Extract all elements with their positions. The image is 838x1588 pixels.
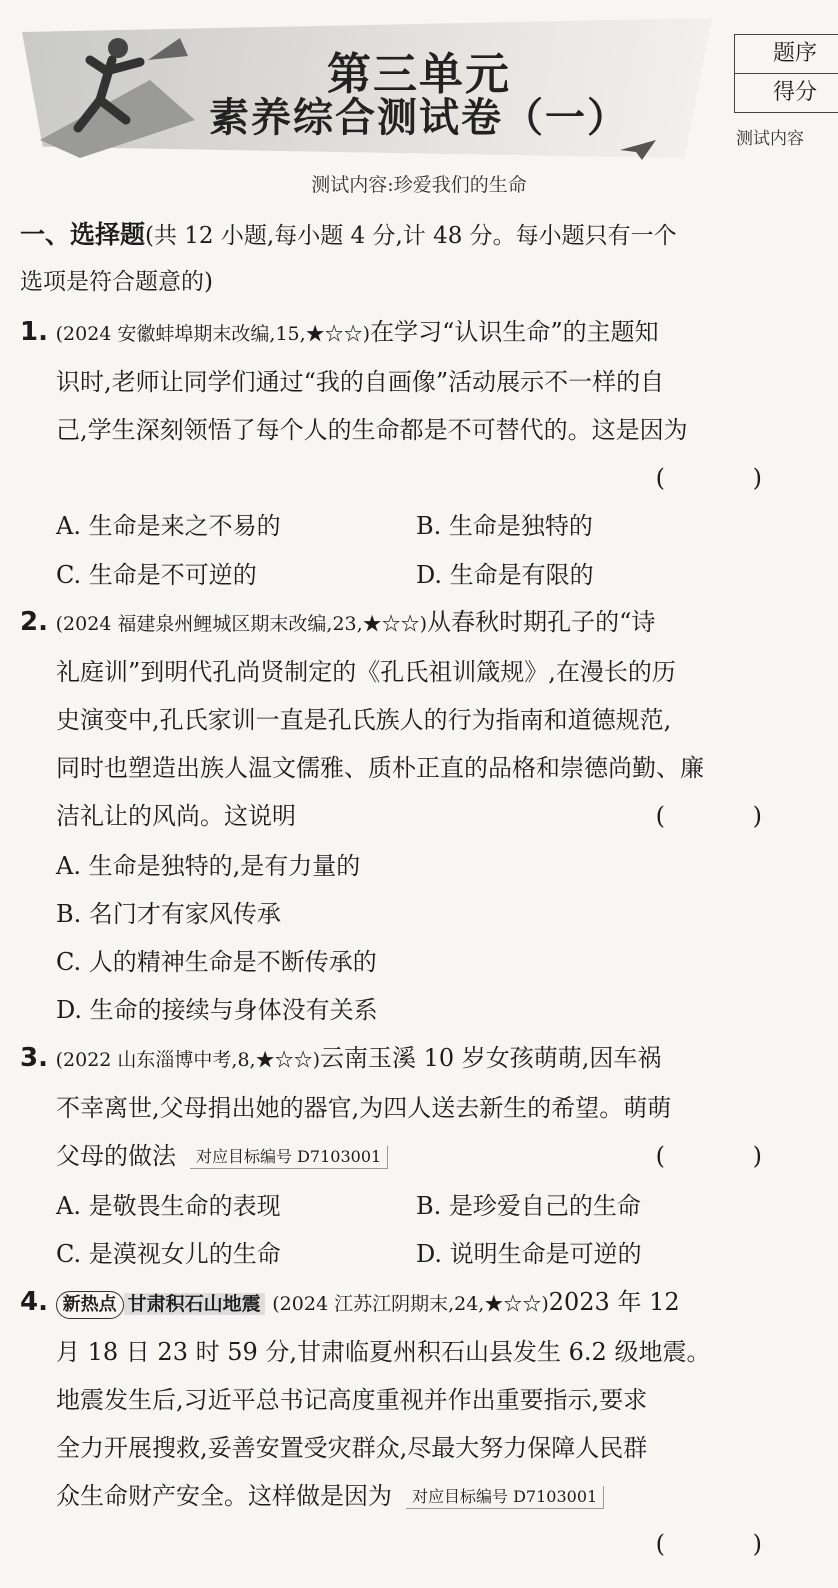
section-instructions-1: (共 12 小题,每小题 4 分,计 48 分。每小题只有一个 — [145, 223, 677, 249]
option-c: C. 人的精神生命是不断传承的 — [56, 948, 377, 976]
question-1 — [20, 308, 820, 502]
score-table — [734, 34, 838, 113]
option-b: B. 名门才有家风传承 — [56, 900, 281, 928]
option-b: B. 是珍爱自己的生命 — [416, 1192, 641, 1220]
question-text: 众生命财产安全。这样做是因为 — [56, 1482, 392, 1510]
question-text: 月 18 日 23 时 59 分,甘肃临夏州积石山县发生 6.2 级地震。 — [56, 1338, 711, 1366]
question-number: 4. — [20, 1287, 48, 1317]
question-text: 父母的做法 — [56, 1142, 176, 1170]
question-3 — [20, 1034, 820, 1180]
section-instructions-2: 选项是符合题意的) — [20, 269, 213, 295]
section-title: 一、选择题 — [20, 220, 146, 249]
score-table-row-score: 得分 — [735, 73, 838, 112]
option-c: C. 生命是不可逆的 — [56, 561, 257, 589]
option-d: D. 生命是有限的 — [416, 561, 594, 589]
question-text: 云南玉溪 10 岁女孩萌萌,因车祸 — [320, 1044, 662, 1072]
hot-topic-badge: 新热点 — [56, 1291, 124, 1319]
answer-blank: ( ) — [655, 464, 802, 492]
hot-topic-label: 甘肃积石山地震 — [124, 1293, 265, 1315]
side-content-label: 测试内容 — [736, 129, 804, 149]
target-code-tag: 对应目标编号 D7103001 — [406, 1486, 604, 1509]
question-source: (2024 安徽蚌埠期末改编,15,★☆☆) — [55, 323, 371, 345]
question-source: (2024 福建泉州鲤城区期末改编,23,★☆☆) — [55, 613, 428, 635]
option-a: A. 生命是来之不易的 — [56, 512, 281, 540]
question-number: 2. — [20, 607, 48, 637]
question-text: 2023 年 12 — [548, 1288, 680, 1316]
target-code-tag: 对应目标编号 D7103001 — [190, 1146, 388, 1169]
question-text: 史演变中,孔氏家训一直是孔氏族人的行为指南和道德规范, — [56, 706, 672, 734]
answer-blank: ( ) — [655, 1530, 802, 1558]
question-text: 识时,老师让同学们通过“我的自画像”活动展示不一样的自 — [56, 368, 665, 396]
option-a: A. 是敬畏生命的表现 — [56, 1192, 281, 1220]
question-source: (2024 江苏江阴期末,24,★☆☆) — [272, 1293, 549, 1315]
question-2 — [20, 598, 820, 840]
title-line-1: 第三单元 — [327, 49, 511, 100]
question-text: 礼庭训”到明代孔尚贤制定的《孔氏祖训箴规》,在漫长的历 — [56, 658, 676, 686]
title-line-2: 素养综合测试卷（一） — [209, 95, 629, 141]
question-number: 3. — [20, 1043, 48, 1073]
question-text: 从春秋时期孔子的“诗 — [427, 608, 656, 636]
option-d: D. 生命的接续与身体没有关系 — [56, 996, 378, 1024]
option-a: A. 生命是独特的,是有力量的 — [56, 852, 361, 880]
option-d: D. 说明生命是可逆的 — [416, 1240, 642, 1268]
question-source: (2022 山东淄博中考,8,★☆☆) — [55, 1049, 320, 1071]
question-text: 不幸离世,父母捐出她的器官,为四人送去新生的希望。萌萌 — [56, 1094, 672, 1122]
question-number: 1. — [20, 317, 48, 347]
test-content-subtitle: 测试内容:珍爱我们的生命 — [311, 174, 527, 196]
question-text: 洁礼让的风尚。这说明 — [56, 802, 296, 830]
option-b: B. 生命是独特的 — [416, 512, 593, 540]
section-heading — [20, 212, 820, 305]
score-table-row-order: 题序 — [773, 41, 818, 66]
header — [0, 0, 838, 200]
option-c: C. 是漠视女儿的生命 — [56, 1240, 281, 1268]
question-4 — [20, 1278, 820, 1568]
answer-blank: ( ) — [655, 802, 802, 830]
question-text: 己,学生深刻领悟了每个人的生命都是不可替代的。这是因为 — [56, 416, 688, 444]
question-text: 全力开展搜救,妥善安置受灾群众,尽最大努力保障人民群 — [56, 1434, 648, 1462]
question-text: 同时也塑造出族人温文儒雅、质朴正直的品格和崇德尚勤、廉 — [56, 754, 704, 782]
question-text: 地震发生后,习近平总书记高度重视并作出重要指示,要求 — [56, 1386, 648, 1414]
answer-blank: ( ) — [655, 1142, 802, 1170]
question-text: 在学习“认识生命”的主题知 — [370, 318, 659, 346]
